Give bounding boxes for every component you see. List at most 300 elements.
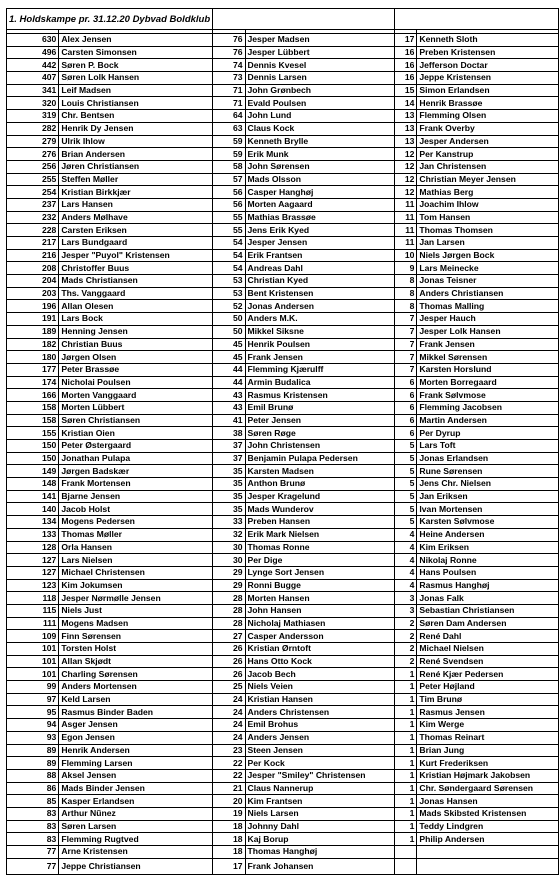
table-row xyxy=(7,363,559,376)
player-name-cell: Niels Veien xyxy=(245,681,394,694)
player-name-cell: Rasmus Hanghøj xyxy=(417,579,559,592)
table-row xyxy=(7,858,559,874)
table-row xyxy=(7,465,559,478)
player-name-cell: Mads Binder Jensen xyxy=(59,782,213,795)
match-count-cell: 111 xyxy=(7,617,59,630)
match-count-cell: 189 xyxy=(7,325,59,338)
table-row xyxy=(7,744,559,757)
match-count-cell: 28 xyxy=(213,592,245,605)
player-name-cell: Benjamin Pulapa Pedersen xyxy=(245,452,394,465)
match-count-cell: 56 xyxy=(213,198,245,211)
match-count-cell: 57 xyxy=(213,173,245,186)
match-count-cell: 4 xyxy=(394,579,417,592)
match-count-cell: 1 xyxy=(394,731,417,744)
match-count-cell: 1 xyxy=(394,807,417,820)
match-count-cell: 5 xyxy=(394,478,417,491)
player-name-cell: Mogens Madsen xyxy=(59,617,213,630)
match-count-cell: 19 xyxy=(213,807,245,820)
player-name-cell: Carsten Eriksen xyxy=(59,224,213,237)
match-count-cell: 77 xyxy=(7,846,59,859)
match-count-cell: 630 xyxy=(7,34,59,47)
match-count-cell: 5 xyxy=(394,440,417,453)
player-name-cell: Thomas Ronne xyxy=(245,541,394,554)
match-count-cell: 217 xyxy=(7,237,59,250)
match-count-cell: 9 xyxy=(394,262,417,275)
match-count-cell: 341 xyxy=(7,84,59,97)
match-count-cell: 43 xyxy=(213,389,245,402)
player-name-cell: Mikkel Siksne xyxy=(245,325,394,338)
player-name-cell: Mads Wunderov xyxy=(245,503,394,516)
match-count-cell: 54 xyxy=(213,262,245,275)
player-name-cell: Flemming Jacobsen xyxy=(417,401,559,414)
player-name-cell: Kristian Hansen xyxy=(245,693,394,706)
table-row xyxy=(7,769,559,782)
match-count-cell: 3 xyxy=(394,604,417,617)
player-name-cell: Mogens Pedersen xyxy=(59,516,213,529)
match-count-cell: 1 xyxy=(394,833,417,846)
table-row xyxy=(7,287,559,300)
match-count-cell: 17 xyxy=(394,34,417,47)
table-row xyxy=(7,262,559,275)
player-name-cell: Thomas Thomsen xyxy=(417,224,559,237)
player-name-cell: Anders Christiansen xyxy=(417,287,559,300)
player-name-cell: Martin Andersen xyxy=(417,414,559,427)
match-count-cell: 76 xyxy=(213,46,245,59)
match-count-cell: 15 xyxy=(394,84,417,97)
player-name-cell: Hans Otto Kock xyxy=(245,655,394,668)
player-name-cell: Frank Jensen xyxy=(245,351,394,364)
player-name-cell: Heine Andersen xyxy=(417,528,559,541)
table-row xyxy=(7,440,559,453)
player-name-cell: Anders Mølhave xyxy=(59,211,213,224)
player-name-cell: Christian Meyer Jensen xyxy=(417,173,559,186)
table-row xyxy=(7,516,559,529)
player-name-cell: Jan Christensen xyxy=(417,160,559,173)
player-name-cell: Brian Andersen xyxy=(59,148,213,161)
player-name-cell: Kristian Ørntoft xyxy=(245,643,394,656)
player-name-cell: Tim Brunø xyxy=(417,693,559,706)
match-count-cell: 13 xyxy=(394,122,417,135)
table-row xyxy=(7,135,559,148)
match-count-cell: 7 xyxy=(394,351,417,364)
match-count-cell: 5 xyxy=(394,503,417,516)
player-name-cell: Jesper "Puyol" Kristensen xyxy=(59,249,213,262)
player-name-cell: Preben Hansen xyxy=(245,516,394,529)
player-name-cell: Jesper Jensen xyxy=(245,237,394,250)
player-name-cell: Kim Eriksen xyxy=(417,541,559,554)
match-count-cell: 55 xyxy=(213,211,245,224)
match-count-cell: 86 xyxy=(7,782,59,795)
player-name-cell: Ths. Vanggaard xyxy=(59,287,213,300)
player-name-cell: Steen Jensen xyxy=(245,744,394,757)
player-name-cell: Jesper Lübbert xyxy=(245,46,394,59)
player-name-cell: Jonas Teisner xyxy=(417,275,559,288)
player-name-cell: Frank Sølvmose xyxy=(417,389,559,402)
match-count-cell: 276 xyxy=(7,148,59,161)
match-count-cell: 18 xyxy=(213,820,245,833)
match-count-cell: 442 xyxy=(7,59,59,72)
match-count-cell: 97 xyxy=(7,693,59,706)
table-row xyxy=(7,693,559,706)
player-name-cell: Thomas Reinart xyxy=(417,731,559,744)
match-count-cell: 88 xyxy=(7,769,59,782)
player-name-cell: Søren Larsen xyxy=(59,820,213,833)
table-row xyxy=(7,148,559,161)
player-name-cell: Niels Just xyxy=(59,604,213,617)
match-count-cell: 53 xyxy=(213,275,245,288)
match-count-cell: 150 xyxy=(7,440,59,453)
player-name-cell: Jesper Madsen xyxy=(245,34,394,47)
match-count-cell: 101 xyxy=(7,643,59,656)
player-name-cell: Kim Jokumsen xyxy=(59,579,213,592)
match-count-cell: 25 xyxy=(213,681,245,694)
match-count-cell: 24 xyxy=(213,731,245,744)
player-name-cell: Morten Aagaard xyxy=(245,198,394,211)
player-name-cell: Jesper Kragelund xyxy=(245,490,394,503)
match-count-cell: 44 xyxy=(213,376,245,389)
player-name-cell: Henrik Poulsen xyxy=(245,338,394,351)
player-name-cell: Tom Hansen xyxy=(417,211,559,224)
table-row xyxy=(7,681,559,694)
match-count-cell: 59 xyxy=(213,135,245,148)
match-count-cell: 50 xyxy=(213,325,245,338)
match-count-cell: 35 xyxy=(213,490,245,503)
table-row xyxy=(7,630,559,643)
sheet-title: 1. Holdskampe pr. 31.12.20 Dybvad Boldklub xyxy=(7,9,213,30)
player-name-cell: Flemming Kjærulff xyxy=(245,363,394,376)
title-empty-cell xyxy=(213,9,394,30)
title-row xyxy=(7,9,559,30)
match-count-cell: 54 xyxy=(213,237,245,250)
match-count-cell: 14 xyxy=(394,97,417,110)
table-row xyxy=(7,731,559,744)
table-row xyxy=(7,401,559,414)
match-count-cell: 26 xyxy=(213,668,245,681)
player-name-cell: Emil Brohus xyxy=(245,719,394,732)
match-count-cell: 77 xyxy=(7,858,59,874)
player-name-cell: Bjarne Jensen xyxy=(59,490,213,503)
player-name-cell: Per Dyrup xyxy=(417,427,559,440)
title-empty-cell xyxy=(394,9,558,30)
player-name-cell: Brian Jung xyxy=(417,744,559,757)
player-name-cell: Mads Skibsted Kristensen xyxy=(417,807,559,820)
player-name-cell: Asger Jensen xyxy=(59,719,213,732)
match-count-cell: 166 xyxy=(7,389,59,402)
player-name-cell: Frank Jensen xyxy=(417,338,559,351)
table-row xyxy=(7,110,559,123)
table-row xyxy=(7,782,559,795)
player-name-cell: Erik Mark Nielsen xyxy=(245,528,394,541)
match-count-cell: 150 xyxy=(7,452,59,465)
match-count-cell: 30 xyxy=(213,554,245,567)
match-count-cell: 4 xyxy=(394,541,417,554)
table-row xyxy=(7,579,559,592)
match-count-cell: 7 xyxy=(394,325,417,338)
table-row xyxy=(7,846,559,859)
player-name-cell: Morten Hansen xyxy=(245,592,394,605)
match-count-cell: 26 xyxy=(213,643,245,656)
match-count-cell: 180 xyxy=(7,351,59,364)
player-name-cell: Niels Larsen xyxy=(245,807,394,820)
player-name-cell: Mathias Brassøe xyxy=(245,211,394,224)
match-count-cell: 37 xyxy=(213,452,245,465)
table-row xyxy=(7,351,559,364)
player-name-cell: Casper Hanghøj xyxy=(245,186,394,199)
player-name-cell: Johnny Dahl xyxy=(245,820,394,833)
table-row xyxy=(7,643,559,656)
player-name-cell: John Grønbech xyxy=(245,84,394,97)
player-name-cell: John Christensen xyxy=(245,440,394,453)
table-row xyxy=(7,237,559,250)
player-name-cell: Simon Erlandsen xyxy=(417,84,559,97)
match-count-cell: 254 xyxy=(7,186,59,199)
match-count-cell: 11 xyxy=(394,198,417,211)
match-count-cell: 45 xyxy=(213,338,245,351)
match-count-cell: 3 xyxy=(394,592,417,605)
player-name-cell: Kurt Frederiksen xyxy=(417,757,559,770)
match-count-cell: 140 xyxy=(7,503,59,516)
table-row xyxy=(7,452,559,465)
match-count-cell xyxy=(394,846,417,859)
match-count-cell: 237 xyxy=(7,198,59,211)
match-count-cell: 5 xyxy=(394,452,417,465)
player-name-cell: Morten Borregaard xyxy=(417,376,559,389)
player-name-cell: Sebastian Christiansen xyxy=(417,604,559,617)
match-count-cell: 1 xyxy=(394,668,417,681)
match-count-cell: 28 xyxy=(213,617,245,630)
match-count-cell: 11 xyxy=(394,237,417,250)
player-name-cell: Mikkel Sørensen xyxy=(417,351,559,364)
table-row xyxy=(7,97,559,110)
player-name-cell: Jacob Bech xyxy=(245,668,394,681)
match-count-cell: 12 xyxy=(394,173,417,186)
match-count-cell: 208 xyxy=(7,262,59,275)
table-row xyxy=(7,325,559,338)
player-name-cell: Karsten Madsen xyxy=(245,465,394,478)
player-name-cell: Flemming Larsen xyxy=(59,757,213,770)
player-name-cell: Søren Røge xyxy=(245,427,394,440)
match-count-cell: 1 xyxy=(394,757,417,770)
player-name-cell: Preben Kristensen xyxy=(417,46,559,59)
player-name-cell xyxy=(417,858,559,874)
match-count-cell: 5 xyxy=(394,516,417,529)
player-name-cell: Søren Dam Andersen xyxy=(417,617,559,630)
player-name-cell: Allan Olesen xyxy=(59,300,213,313)
player-name-cell: Kristian Oien xyxy=(59,427,213,440)
player-name-cell: Henrik Andersen xyxy=(59,744,213,757)
player-name-cell: John Lund xyxy=(245,110,394,123)
player-name-cell: Karsten Sølvmose xyxy=(417,516,559,529)
player-name-cell: Nikolaj Ronne xyxy=(417,554,559,567)
table-row xyxy=(7,338,559,351)
match-count-cell: 52 xyxy=(213,300,245,313)
match-count-cell: 158 xyxy=(7,414,59,427)
match-count-cell: 407 xyxy=(7,72,59,85)
player-name-cell: Anders M.K. xyxy=(245,313,394,326)
match-count-cell: 17 xyxy=(213,858,245,874)
table-row xyxy=(7,478,559,491)
match-count-cell: 55 xyxy=(213,224,245,237)
match-count-cell: 134 xyxy=(7,516,59,529)
table-row xyxy=(7,833,559,846)
match-count-cell: 256 xyxy=(7,160,59,173)
match-count-cell: 56 xyxy=(213,186,245,199)
player-name-cell: Lars Toft xyxy=(417,440,559,453)
match-count-cell: 196 xyxy=(7,300,59,313)
player-name-cell: Mads Olsson xyxy=(245,173,394,186)
table-row xyxy=(7,186,559,199)
player-name-cell: Peter Jensen xyxy=(245,414,394,427)
match-count-cell: 30 xyxy=(213,541,245,554)
player-name-cell: Henrik Dy Jensen xyxy=(59,122,213,135)
player-name-cell: Jacob Holst xyxy=(59,503,213,516)
player-name-cell: Andreas Dahl xyxy=(245,262,394,275)
match-count-cell: 115 xyxy=(7,604,59,617)
player-name-cell: Morten Vanggaard xyxy=(59,389,213,402)
match-count-cell: 6 xyxy=(394,414,417,427)
match-count-cell: 158 xyxy=(7,401,59,414)
player-name-cell: Per Kock xyxy=(245,757,394,770)
player-name-cell: Hans Poulsen xyxy=(417,566,559,579)
table-body xyxy=(7,9,559,875)
match-count-cell: 18 xyxy=(213,846,245,859)
player-name-cell: Frank Overby xyxy=(417,122,559,135)
table-row xyxy=(7,795,559,808)
table-row xyxy=(7,668,559,681)
match-count-cell: 4 xyxy=(394,554,417,567)
player-name-cell: Michael Nielsen xyxy=(417,643,559,656)
table-row xyxy=(7,211,559,224)
table-row xyxy=(7,160,559,173)
match-count-cell: 203 xyxy=(7,287,59,300)
match-count-cell: 63 xyxy=(213,122,245,135)
player-name-cell: Charling Sørensen xyxy=(59,668,213,681)
match-count-cell: 101 xyxy=(7,668,59,681)
table-row xyxy=(7,389,559,402)
player-name-cell: Arthur Nũnez xyxy=(59,807,213,820)
player-name-cell: Evald Poulsen xyxy=(245,97,394,110)
match-count-cell: 11 xyxy=(394,224,417,237)
player-name-cell: Anthon Brunø xyxy=(245,478,394,491)
table-row xyxy=(7,34,559,47)
player-name-cell: Erik Munk xyxy=(245,148,394,161)
match-count-cell: 4 xyxy=(394,566,417,579)
match-count-cell: 5 xyxy=(394,490,417,503)
match-count-cell: 71 xyxy=(213,84,245,97)
player-name-cell xyxy=(417,846,559,859)
match-count-cell: 2 xyxy=(394,630,417,643)
player-name-cell: Jan Eriksen xyxy=(417,490,559,503)
player-name-cell: Per Dige xyxy=(245,554,394,567)
match-count-cell: 43 xyxy=(213,401,245,414)
player-name-cell: Christian Buus xyxy=(59,338,213,351)
match-count-cell: 12 xyxy=(394,186,417,199)
table-row xyxy=(7,427,559,440)
player-name-cell: Steffen Møller xyxy=(59,173,213,186)
match-count-cell: 1 xyxy=(394,681,417,694)
match-count-cell: 18 xyxy=(213,833,245,846)
player-name-cell: Kim Frantsen xyxy=(245,795,394,808)
player-name-cell: Chr. Søndergaard Sørensen xyxy=(417,782,559,795)
player-name-cell: Anders Christensen xyxy=(245,706,394,719)
match-count-cell: 16 xyxy=(394,46,417,59)
table-row xyxy=(7,706,559,719)
match-count-cell: 228 xyxy=(7,224,59,237)
player-name-cell: Egon Jensen xyxy=(59,731,213,744)
match-count-cell: 1 xyxy=(394,719,417,732)
player-name-cell: John Hansen xyxy=(245,604,394,617)
match-count-cell: 45 xyxy=(213,351,245,364)
player-name-cell: Kim Werge xyxy=(417,719,559,732)
match-count-cell: 1 xyxy=(394,693,417,706)
match-count-cell: 319 xyxy=(7,110,59,123)
match-count-cell: 7 xyxy=(394,363,417,376)
player-name-cell: Jesper "Smiley" Christensen xyxy=(245,769,394,782)
match-count-cell: 37 xyxy=(213,440,245,453)
table-row xyxy=(7,503,559,516)
player-name-cell: Jesper Hauch xyxy=(417,313,559,326)
player-name-cell: Jesper Nørmølle Jensen xyxy=(59,592,213,605)
player-name-cell: Rune Sørensen xyxy=(417,465,559,478)
player-name-cell: Jeppe Christiansen xyxy=(59,858,213,874)
match-count-cell: 64 xyxy=(213,110,245,123)
match-count-cell: 6 xyxy=(394,389,417,402)
match-count-cell: 28 xyxy=(213,604,245,617)
table-row xyxy=(7,757,559,770)
match-count-cell: 12 xyxy=(394,148,417,161)
player-name-cell: Teddy Lindgren xyxy=(417,820,559,833)
match-count-cell: 7 xyxy=(394,313,417,326)
match-count-cell: 41 xyxy=(213,414,245,427)
match-count-cell: 53 xyxy=(213,287,245,300)
match-count-cell: 148 xyxy=(7,478,59,491)
match-count-cell: 133 xyxy=(7,528,59,541)
match-count-cell: 24 xyxy=(213,706,245,719)
match-count-cell: 141 xyxy=(7,490,59,503)
match-count-cell: 29 xyxy=(213,579,245,592)
table-row xyxy=(7,84,559,97)
match-count-cell: 89 xyxy=(7,757,59,770)
match-count-cell: 279 xyxy=(7,135,59,148)
player-name-cell: Jeppe Kristensen xyxy=(417,72,559,85)
player-name-cell: René Svendsen xyxy=(417,655,559,668)
match-count-cell: 6 xyxy=(394,376,417,389)
player-name-cell: Jesper Lolk Hansen xyxy=(417,325,559,338)
table-row xyxy=(7,122,559,135)
match-count-cell: 5 xyxy=(394,465,417,478)
match-count-cell: 35 xyxy=(213,503,245,516)
player-name-cell: Louis Christiansen xyxy=(59,97,213,110)
player-name-cell: Kenneth Brylle xyxy=(245,135,394,148)
player-name-cell: Emil Brunø xyxy=(245,401,394,414)
table-row xyxy=(7,173,559,186)
match-count-cell: 1 xyxy=(394,782,417,795)
player-name-cell: John Sørensen xyxy=(245,160,394,173)
player-name-cell: Lars Nielsen xyxy=(59,554,213,567)
match-count-cell: 35 xyxy=(213,478,245,491)
match-count-cell: 123 xyxy=(7,579,59,592)
player-name-cell: Jonas Andersen xyxy=(245,300,394,313)
player-name-cell: Carsten Simonsen xyxy=(59,46,213,59)
player-name-cell: Joachim Ihlow xyxy=(417,198,559,211)
player-name-cell: Thomas Malling xyxy=(417,300,559,313)
match-count-cell: 2 xyxy=(394,643,417,656)
player-name-cell: Ronni Bugge xyxy=(245,579,394,592)
match-count-cell: 16 xyxy=(394,59,417,72)
player-name-cell: Per Kanstrup xyxy=(417,148,559,161)
match-count-cell: 26 xyxy=(213,655,245,668)
player-name-cell: Peter Brassøe xyxy=(59,363,213,376)
